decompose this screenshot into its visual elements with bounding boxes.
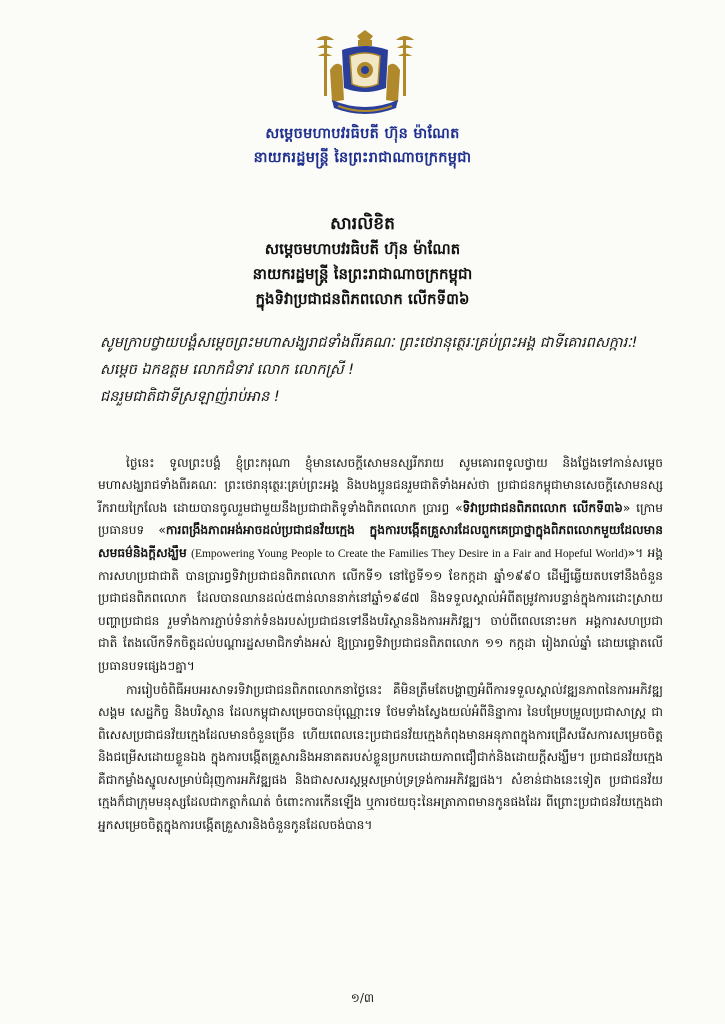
office-heading [0,122,725,170]
salutation-block [100,330,665,411]
title-message: សារលិខិត [330,214,395,234]
salutation-line-monks: សូមក្រាបថ្វាយបង្គំសម្តេចព្រះមហាសង្ឃរាជទាំងពីរគណៈ ព្រះថេរានុត្ថេរៈគ្រប់ព្រះអង្គ ជាទីគោរពសក្ការៈ! [100,335,638,351]
document-title [0,212,725,312]
salutation-line-compatriots: ជនរួមជាតិជាទីស្រឡាញ់រាប់អាន ! [100,389,280,405]
theme-khmer-bold: ការពង្រឹងភាពអង់អាចដល់ប្រជាជនវ័យក្មេង ក្នុងការបង្កើតគ្រួសារដែលពួកគេប្រាថ្នាក្នុងពិភពលោកមួយដែលមានសមធម៌និងក្តីសង្ឃឹម [98,523,663,560]
title-author-name: សម្តេចមហាបវរធិបតី ហ៊ុន ម៉ាណែត [264,240,461,258]
office-line-title: នាយករដ្ឋមន្ត្រី នៃព្រះរាជាណាចក្រកម្ពុជា [253,150,472,166]
royal-coat-of-arms-icon [312,30,418,118]
paragraph-1-history: »។ អង្គការសហប្រជាជាតិ បានប្រារព្ធទិវាប្រជាជនពិភពលោក លើកទី១ នៅថ្ងៃទី១១ ខែកក្កដា ឆ្នាំ១៩៩០ ដើម្បីឆ្លើយតបទៅនឹងចំនួនប្រជាជនពិភពលោក ដែលបានឈានដល់៥ពាន់លាននាក់នៅឆ្នាំ១៩៨៧ និងទទួលស្គាល់អំពីតម្រូវការបន្ទាន់ក្នុងការដោះស្រាយបញ្ហាប្រជាជន រួមទាំងការភ្ជាប់ទំនាក់ទំនងរបស់ប្រជាជនទៅនឹងបរិស្ថាននិងការអភិវឌ្ឍ។ ចាប់ពីពេលនោះមក អង្គការសហប្រជាជាតិ តែងលើកទឹកចិត្តដល់បណ្តារដ្ឋសមាជិកទាំងអស់ ឱ្យប្រារព្ធទិវាប្រជាជនពិភពលោក ១១ កក្កដា រៀងរាល់ឆ្នាំ ដោយផ្តោតលើប្រធានបទផ្សេងៗគ្នា។ [98,545,664,673]
title-occasion: ក្នុងទិវាប្រជាជនពិភពលោក លើកទី៣៦ [255,290,470,308]
page-number: ១/៣ [350,991,375,1005]
paragraph-1 [98,452,663,677]
office-line-prime-minister-name: សម្តេចមហាបវរធិបតី ហ៊ុន ម៉ាណែត [265,126,460,142]
salutation-line-dignitaries: សម្តេច ឯកឧត្តម លោកជំទាវ លោក លោកស្រី ! [100,362,355,378]
title-author-position: នាយករដ្ឋមន្ត្រី នៃព្រះរាជាណាចក្រកម្ពុជា [252,265,473,283]
event-name-bold: ទិវាប្រជាជនពិភពលោក លើកទី៣៦ [462,500,623,515]
paragraph-2: ការរៀបចំពិធីអបអរសាទរទិវាប្រជាជនពិភពលោកនាថ្ងៃនេះ គឺមិនត្រឹមតែបង្ហាញអំពីការទទួលស្គាល់វឌ្ឍនភាពនៃការអភិវឌ្ឍសង្គម សេដ្ឋកិច្ច និងបរិស្ថាន ដែលកម្ពុជាសម្រេចបានប៉ុណ្ណោះទេ ថែមទាំងស្វែងយល់អំពីនិន្នាការ នៃបម្រែបម្រួលប្រជាសាស្ត្រ ជាពិសេសប្រជាជនវ័យក្មេងដែលមានចំនួនច្រើន ហើយពេលនេះប្រជាជនវ័យក្មេងកំពុងមានអនុភាពក្នុងការជ្រើសរើសការសម្រេចចិត្តនិងជម្រើសដោយខ្លួនឯង ក្នុងការបង្កើតគ្រួសារនិងអនាគតរបស់ខ្លួនប្រកបដោយភាពជឿជាក់និងដោយក្តីសង្ឃឹម។ ប្រជាជនវ័យក្មេង គឺជាកម្លាំងស្នូលសម្រាប់ជំរុញការអភិវឌ្ឍផង និងជាសសរស្តម្ភសម្រាប់ទ្រទ្រង់ការអភិវឌ្ឍផង។ សំខាន់ជាងនេះទៀត ប្រជាជនវ័យក្មេងក៏ជាក្រុមមនុស្សដែលជាកត្តាកំណត់ ចំពោះការកើនឡើង ឬការថយចុះនៃអត្រាភាពមានកូនផងដែរ ពីព្រោះប្រជាជនវ័យក្មេងជាអ្នកសម្រេចចិត្តក្នុងការបង្កើតគ្រួសារនិងចំនួនកូនដែលចង់បាន។ [98,683,663,832]
theme-english: (Empowering Young People to Create the Families They Desire in a Fair and Hopeful World) [191,547,628,560]
paragraph-1-intro: ថ្ងៃនេះ ទូលព្រះបង្គំ ខ្ញុំព្រះករុណា ខ្ញុំមានសេចក្តីសោមនស្សរីករាយ សូមគោរពទូលថ្វាយ និងថ្លែងទៅកាន់សម្តេចមហាសង្ឃរាជទាំងពីរគណៈ ព្រះថេរានុត្ថេរៈគ្រប់ព្រះអង្គ និងបងប្អូនជនរួមជាតិទាំងអស់ថា ប្រជាជនកម្ពុជាមានសេចក្តីសោមនស្សរីករាយក្រៃលែង ដោយបានចូលរួមជាមួយនឹងប្រជាជាតិទូទាំងពិភពលោក ប្រារព្ធ « [98,456,663,515]
paragraph-1-theme-lead: » ក្រោមប្រធានបទ « [98,500,664,538]
letter-body [98,452,663,838]
